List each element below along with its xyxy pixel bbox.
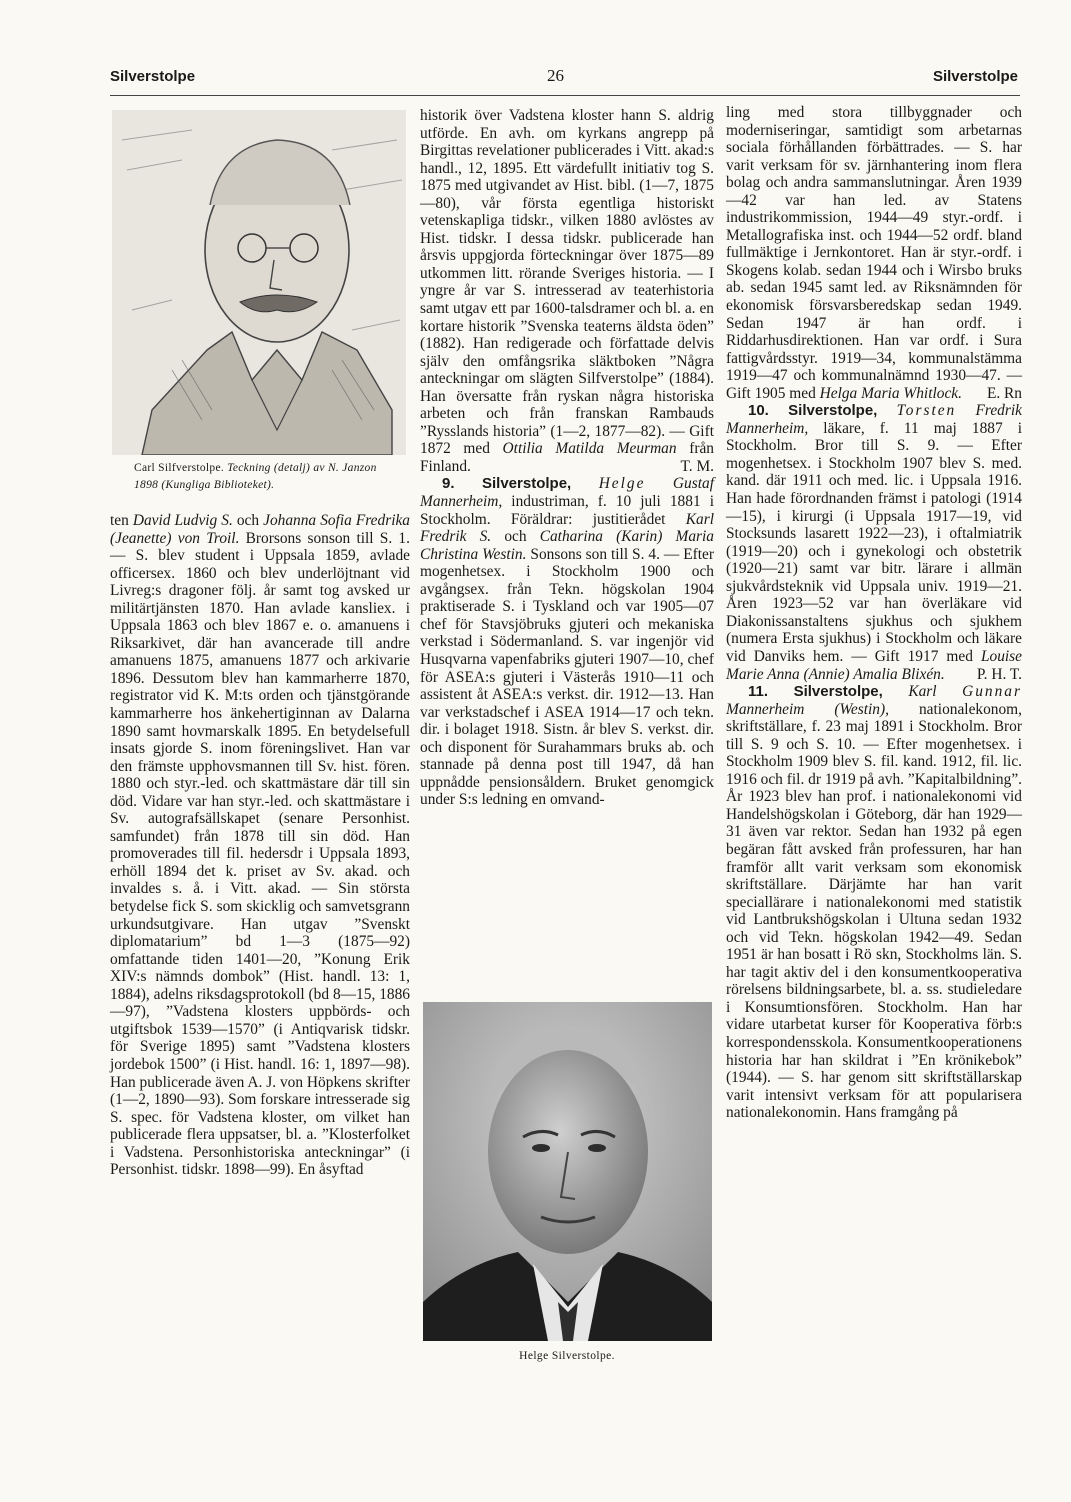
entry-number: 9. xyxy=(442,475,455,493)
author-signature: P. H. T. xyxy=(976,665,1022,683)
figure1-caption xyxy=(134,460,404,494)
figure1-caption-source: Teckning (detalj) av N. Janzon 1898 (Kungliga Biblioteket). xyxy=(134,462,377,491)
col1-body: Brorsons sonson till S. 1. — S. blev student i Uppsala 1859, avlade officersex. 1860 och blev underlöjtnant vid Livreg:s dragoner följ. år samt tog avsked ur militärtjänsten 1870. Han avlade kansliex. i Uppsala 1863 och blev 1867 e. o. amanuens i Riksarkivet, där han avancerade till andre amanuens 1875, amanuens 1877 och arkivarie 1896. Dessutom blev han kammarherre 1870, registrator vid K. M:ts orden och tjänstgörande kammarherre hos änkehertiginnan av Dalarna 1890 samt hovmarskalk 1895. En betydelsefull insats gjorde S. inom föreningslivet. Han var den främste upphovsmannen till Sv. hist. fören. 1880 och styr.-led. och skattmästare där till sin död. Vidare var han styr.-led. och skattmästare i Sv. autografsällskapet (senare Personhist. samfundet) från 1878 till sin död. Han promoverades till fil. hedersdr i Uppsala 1893, erhöll 1894 det k. priset av Sv. akad. och invaldes s. å. i Vitt. akad. — Sin största betydelse fick S. som skicklig och samvetsgrann urkundsutgivare. Han utgav ”Svenskt diplomatarium” bd 1—3 (1875—92) omfattande tiden 1401—20, ”Konung Erik XIV:s nämnds dombok” (Hist. handl. 13: 1, 1884), adelns riksdagsprotokoll (bd 8—15, 1886—97), ”Vadstena klosters uppbörds- och utgiftsbok 1539—1570” (i Antiqvarisk tidskr. för Sverige 1895) samt ”Vadstena klosters jordebok 1500” (i Hist. handl. 16: 1, 1897—98). Han publicerade även A. J. von Höpkens skrifter (1—2, 1890—93). Som forskare intresserade sig S. spec. för Vadstena kloster, om vilket han publicerade flera uppsatser, bl. a. ”Klosterfolket i Vadstena. Personhistoriska anteckningar” (i Personhist. tidskr. 1898—99). En åsyftad xyxy=(110,529,410,1179)
parent-father-name: David Ludvig S. xyxy=(132,512,233,529)
entry-number: 11. xyxy=(748,683,769,701)
col2-text: Sonsons son till S. 4. — Efter mogenhetsex. i Stockholm 1900 och avgångsex. från Tekn. högskolan 1904 praktiserade S. i Tyskland och var 1905—07 chef för Stavsjöbruks gjuteri och mekaniska verkstad i Södermanland. S. var ingenjör vid Husqvarna vapenfabriks gjuteri 1907—10, chef för ASEA:s gjuteri i Västerås 1910—11 och assistent åt ASEA:s verkst. dir. 1912—13. Han var verkstadschef i ASEA 1914—17 och tekn. dir. i bolaget 1918. Sistn. år blev S. verkst. dir. och disponent för Surahammars bruks ab. och stannade på denna post till 1947, då han uppnådde pensionsåldern. Bruket genomgick under S:s ledning en omvand- xyxy=(420,545,714,809)
entry-given-name: Helge xyxy=(598,475,646,493)
column-3 xyxy=(726,104,1022,1122)
header-rule xyxy=(110,95,1020,96)
col2-text: industriman, f. 10 juli 1881 i Stockholm. Föräldrar: justitierådet xyxy=(420,493,714,528)
author-signature: E. Rn xyxy=(986,384,1022,402)
col1-opening xyxy=(110,512,410,1179)
parent-mother-name-part1: Johanna xyxy=(263,512,317,529)
spouse-name: Ottilia Matilda Meurman xyxy=(502,440,677,458)
parent-mother-name-part2: Sofia Fredrika (Jeanette) von Troil. xyxy=(110,512,410,547)
col2-text: och xyxy=(491,528,540,546)
parent-mother-name: Catharina (Karin) Maria Christina Westin. xyxy=(420,528,714,563)
entry-given-name: Torsten xyxy=(896,402,957,420)
portrait-drawing-carl xyxy=(112,110,406,455)
figure2-caption: Helge Silverstolpe. xyxy=(519,1350,615,1362)
col1-text: och xyxy=(232,512,264,529)
col2-text: från Finland. xyxy=(420,440,714,475)
entry-11 xyxy=(726,683,1022,1122)
entry-surname: Silverstolpe, xyxy=(788,402,878,420)
entry-surname: Silverstolpe, xyxy=(793,683,883,701)
header-left-title: Silverstolpe xyxy=(110,68,196,85)
photo-helge-silverstolpe xyxy=(423,1002,712,1341)
header-right-title: Silverstolpe xyxy=(932,68,1018,85)
figure1-caption-name: Carl Silfverstolpe. xyxy=(134,462,225,474)
col3-paragraph-1 xyxy=(726,104,1022,402)
col1-text: ten xyxy=(110,512,133,529)
entry-given-name-first: Karl xyxy=(908,683,937,701)
entry-given-name-rest: Mannerheim (Westin), xyxy=(726,700,889,718)
col2-text: historik över Vadstena kloster hann S. aldrig utförde. En avh. om kyrkans angrepp på Birgittas revelationer publicerades i Vitt. akad:s handl., 12, 1895. Ett värdefullt initiativ tog S. 1875 med utgivandet av Hist. bibl. (1—7, 1875—80), vår första egentliga historiskt vetenskapliga tidskr., vilken 1880 avlöstes av Hist. tidskr. I dessa tidskr. publicerade han årsvis uppgjorda förteckningar över 1875—89 utkommen litt. rörande Sveriges historia. — I yngre år var S. intresserad av teaterhistoria samt utgav ett par 1600-talsdramer och bl. a. en kortare historik ”Svenska teaterns äldsta öden” (1882). Han redigerade och författade delvis själv den omfångsrika släktboken ”Några anteckningar om slägten Silfverstolpe” (1884). Han översatte från ryskan några historiska arbeten och från franskan Rambauds ”Rysslands historia” (1—2, 1877—82). — Gift 1872 med xyxy=(420,107,714,458)
column-1 xyxy=(110,512,410,1179)
entry-given-name: Gunnar xyxy=(962,683,1022,701)
spouse-name: Louise Marie Anna (Annie) Amalia Blixén. xyxy=(726,647,1022,683)
author-signature: T. M. xyxy=(680,457,714,475)
col3-text: ling med stora tillbyggnader och moderniseringar, samtidigt som arbetarnas sociala förhållanden förbättrades. — S. har varit verksam för sv. järnhantering inom flera bolag och andra sammanslutningar. Åren 1939—42 var han led. av Statens industrikommission, 1944—49 styr.-ordf. i Metallografiska inst. och 1944—52 ordf. bland fullmäktige i Jernkontoret. Han är styr.-ordf. i Skogens kolab. sedan 1944 och i Wirsbo bruks ab. sedan 1945 samt led. av Riksnämnden för ekonomisk försvarsberedskap sedan 1949. Sedan 1947 är han ordf. i Riddarhusdirektionen. Han var ordf. i Sura fattigvårdsstyr. 1919—34, kommunalstämma 1919—47 och kommunalnämnd 1930—47. — Gift 1905 med xyxy=(726,104,1022,402)
entry-given-name-rest: Fredrik Mannerheim, xyxy=(726,402,1022,437)
entry-number: 10. xyxy=(748,402,769,420)
entry-9 xyxy=(420,475,714,808)
entry-surname: Silverstolpe, xyxy=(482,475,572,493)
spouse-name: Helga Maria Whitlock. xyxy=(819,384,962,402)
entry-given-name-rest: Gustaf Mannerheim, xyxy=(420,475,714,511)
column-2 xyxy=(420,107,714,809)
col2-paragraph-1 xyxy=(420,107,714,475)
entry-10 xyxy=(726,402,1022,683)
col3-text: läkare, f. 11 maj 1887 i Stockholm. Bror till S. 9. — Efter mogenhetsex. i Stockholm 1907 blev S. med. kand. där 1911 och med. lic. i Uppsala 1916. Han hade förordnanden främst i patologi (1914—15), i kirurgi (i Uppsala 1917—19, vid Stocksunds lasarett 1922—23), i oftalmiatrik (1919—20) och i gynekologi och obstetrik (1920—21) samt var bitr. lärare i allmän sjukvårdsteknik vid Uppsala univ. 1919—21. Åren 1923—52 var han överläkare vid Diakonissanstaltens sjukhus och sjukhem (numera Ersta sjukhus) i Stockholm och läkare vid Danviks hem. — Gift 1917 med xyxy=(726,419,1022,665)
col3-text: nationalekonom, skriftställare, f. 23 maj 1891 i Stockholm. Bror till S. 9 och S. 10. — Efter mogenhetsex. i Stockholm 1909 blev S. fil. kand. 1912, fil. lic. 1916 och fil. dr 1919 på avh. ”Kapitalbildning”. År 1923 blev han prof. i nationalekonomi vid Handelshögskolan i Göteborg, där han 1929—31 även var rektor. Sedan han 1932 på egen begäran fått avsked från professuren, har han framför allt varit verksam som ekonomisk skriftställare. Därjämte har han varit speciallärare i nationalekonomi med statistik vid Lantbrukshögskolan i Ultuna sedan 1932 och vid Tekn. högskolan 1942—49. Sedan 1951 är han bosatt i Rö skn, Stockholms län. S. har tagit aktiv del i den konsumentkooperativa rörelsens bildningsarbete, bl. a. ss. studieledare i Konsumtionsfören. Stockholm. Han har vidare utarbetat kurser för Kooperativa förb:s korrespondensskola. Konsumentkooperationens historia har han skildrat i ”En krönikebok” (1944). — S. har genom sitt skriftställarskap varit intensivt verksam för att popularisera nationalekonomin. Hans framgång på xyxy=(726,700,1022,1122)
page-number: 26 xyxy=(547,66,564,85)
running-header xyxy=(110,68,1020,92)
parent-father-name: Karl Fredrik S. xyxy=(420,510,714,546)
